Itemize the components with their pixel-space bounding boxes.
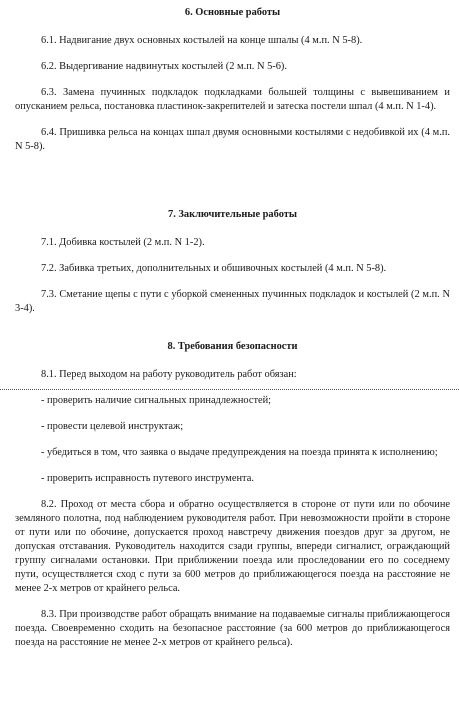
paragraph-6-1: 6.1. Надвигание двух основных костылей на конце шпалы (4 м.п. N 5-8). — [41, 35, 363, 46]
paragraph-8-2: 8.2. Проход от места сбора и обратно осуществляется в стороне от пути или по обочине земляного полотна, под наблюдением руководителя работ. При невозможности пройти в стороне от пути или по обочине, допускается проход навстречу движения поездов друг за другом, не допуская отставания. Руководитель находится сзади группы, впереди сигналист, ограждающий группу сигналами остановки. При приближении поезда или проследовании его по соседнему пути, осуществляется сход с пути за 600 метров до приближающегося поезда на расстояние не менее 2-х метров от крайнего рельса. — [15, 499, 450, 594]
list-item-check-tools: - проверить исправность путевого инструмента. — [41, 473, 254, 484]
paragraph-6-4: 6.4. Пришивка рельса на концах шпал двумя основными костылями с недобивкой их (4 м.п. N 5-8). — [15, 127, 450, 152]
paragraph-7-3: 7.3. Сметание щепы с пути с уборкой смененных пучинных подкладок и костылей (2 м.п. N 3-4). — [15, 289, 450, 314]
paragraph-7-1: 7.1. Добивка костылей (2 м.п. N 1-2). — [41, 237, 205, 248]
list-item-briefing: - провести целевой инструктаж; — [41, 421, 184, 432]
section-6-heading: 6. Основные работы — [184, 7, 281, 18]
document-page — [15, 6, 450, 650]
paragraph-8-3: 8.3. При производстве работ обращать внимание на подаваемые сигналы приближающегося поезда. Своевременно сходить на безопасное расстояние (за 600 метров до приближающегося поезда на расстояние не менее 2-х метров от крайнего рельса). — [15, 609, 450, 648]
section-7-heading: 7. Заключительные работы — [168, 209, 297, 220]
paragraph-8-1: 8.1. Перед выходом на работу руководитель работ обязан: — [41, 369, 297, 380]
paragraph-6-2: 6.2. Выдергивание надвинутых костылей (2 м.п. N 5-6). — [41, 61, 287, 72]
paragraph-6-3: 6.3. Замена пучинных подкладок подкладками большей толщины с вывешиванием и опусканием рельса, постановка пластинок-закрепителей и затеска постели шпал (4 м.п. N 1-4). — [15, 87, 450, 112]
page-divider — [0, 389, 459, 390]
paragraph-7-2: 7.2. Забивка третьих, дополнительных и обшивочных костылей (4 м.п. N 5-8). — [41, 263, 387, 274]
list-item-warning-request: - убедиться в том, что заявка о выдаче предупреждения на поезда принята к исполнению; — [41, 447, 438, 458]
section-8-heading: 8. Требования безопасности — [167, 341, 298, 352]
list-item-check-signals: - проверить наличие сигнальных принадлежностей; — [41, 395, 272, 406]
